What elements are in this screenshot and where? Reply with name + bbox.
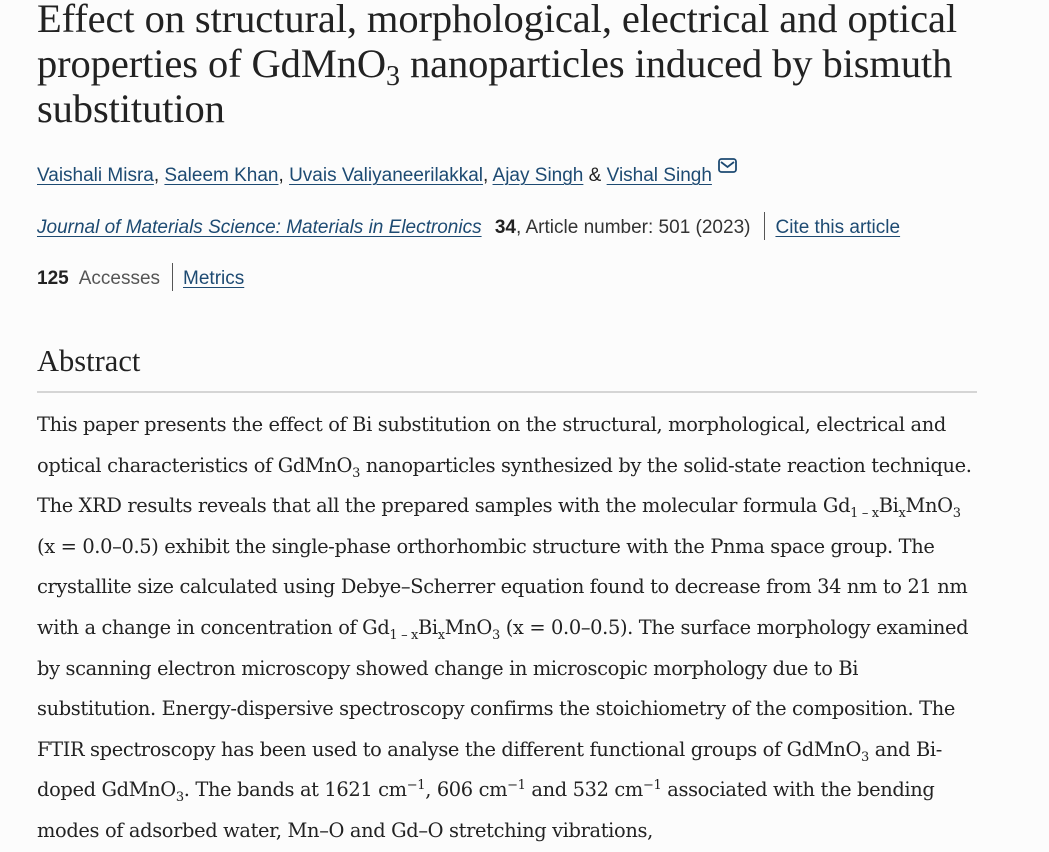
article-title [37,0,977,131]
author-ampersand: & [588,165,602,186]
article-metrics [37,263,977,292]
cite-article-link[interactable]: Cite this article [775,217,901,238]
abstract-paragraph: This paper presents the effect of Bi substitution on the structural, morphological, electrical and optical characteristics of GdMnO$_3$ nanoparticles synthesized by the solid-state reaction technique. The XRD results reveals that all the prepared samples with the molecular formula $Gd_{1 - x}Bi_xMnO_3$ (x = 0.0–0.5) exhibit the single-phase orthorhombic structure with the Pnma space group. The crystallite size calculated using Debye–Scherrer equation found to decrease from 34 nm to 21 nm with a change in concentration of $Gd_{1 - x}Bi_xMnO_3$ (x = 0.0–0.5). The surface morphology examined by scanning electron microscopy showed change in microscopic morphology due to Bi substitution. Energy-dispersive spectroscopy confirms the stoichiometry of the composition. The FTIR spectroscopy has been used to analyse the different functional groups of GdMnO$_3$ and Bi-doped GdMnO$_3$. The bands at 1621 $cm^{-1}$, 606 $cm^{-1}$ and 532 $cm^{-1}$ associated with the bending modes of adsorbed water, Mn–O and Gd–O stretching vibrations, [37,413,972,842]
metrics-link[interactable]: Metrics [183,268,245,289]
author-link-5[interactable]: Vishal Singh [606,165,712,186]
accesses-count: 125 [37,268,69,289]
abstract-text [37,405,982,852]
author-separator: , [153,165,160,186]
author-link-3[interactable]: Uvais Valiyaneerilakkal [289,165,484,186]
accesses-label: Accesses [78,268,161,289]
article-number: , Article number: 501 (2023) [516,217,751,238]
title-text-1: Effect on structural, morphological, electrical and optical properties of GdMnO [37,0,957,86]
author-list [37,155,977,189]
journal-info [37,212,977,241]
title-text-2: nanoparticles induced by bismuth substitution [37,41,953,131]
email-icon[interactable] [718,155,737,181]
journal-volume: 34 [494,217,516,238]
section-divider [37,391,977,393]
author-link-1[interactable]: Vaishali Misra [37,165,154,186]
title-subscript: 3 [386,61,400,92]
abstract-heading: Abstract [37,344,141,378]
divider [764,212,765,240]
journal-link[interactable]: Journal of Materials Science: Materials in Electronics [37,217,482,238]
author-separator: , [483,165,489,186]
author-link-4[interactable]: Ajay Singh [492,165,584,186]
author-separator: , [278,165,284,186]
author-link-2[interactable]: Saleem Khan [164,165,279,186]
divider [172,263,173,291]
